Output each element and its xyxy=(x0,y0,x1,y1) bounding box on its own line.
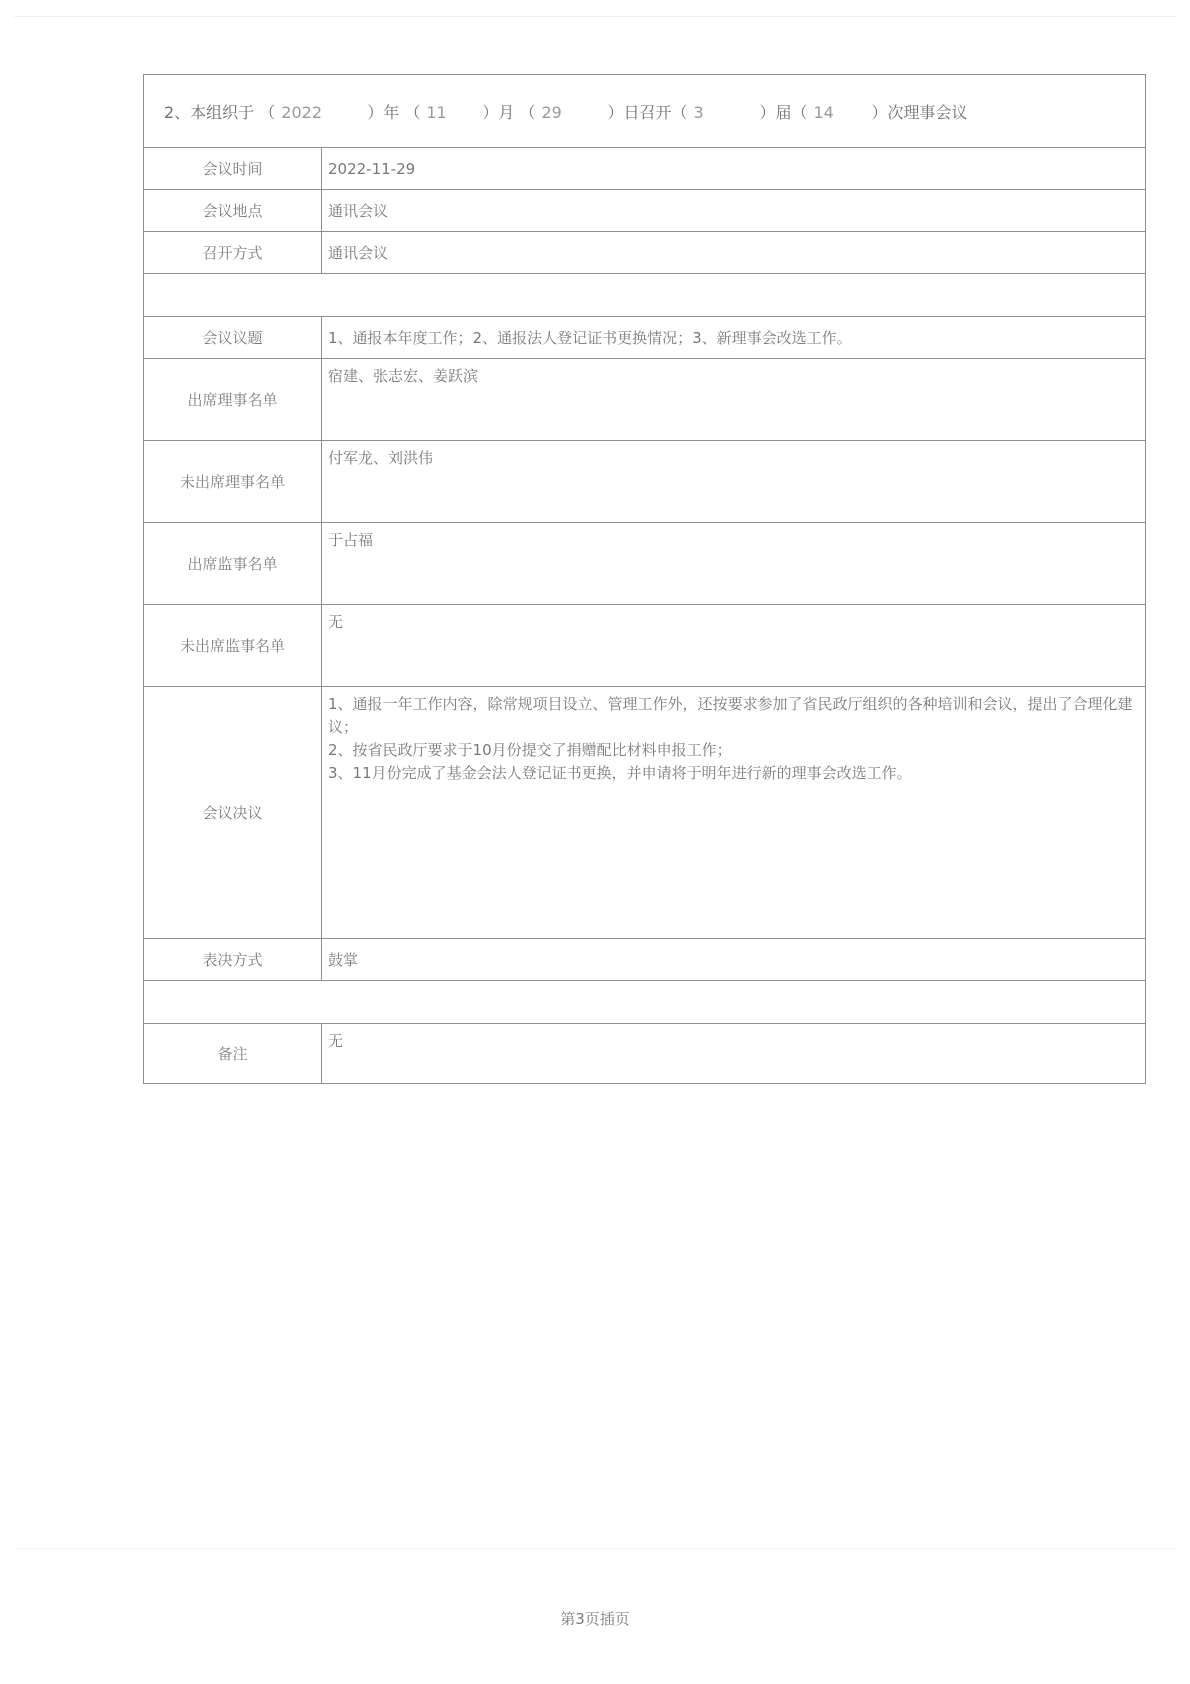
meeting-time-label: 会议时间 xyxy=(144,148,322,190)
absent-directors-label: 未出席理事名单 xyxy=(144,441,322,523)
header-row xyxy=(144,75,1146,148)
meeting-time-value: 2022-11-29 xyxy=(322,148,1146,190)
vote-method-label: 表决方式 xyxy=(144,939,322,981)
meeting-place-value: 通讯会议 xyxy=(322,190,1146,232)
header-month: 11 xyxy=(426,102,447,122)
meeting-record-table xyxy=(143,74,1146,1084)
resolution-line-3: 3、11月份完成了基金会法人登记证书更换，并申请将于明年进行新的理事会改选工作。 xyxy=(328,764,912,782)
resolution-label: 会议决议 xyxy=(144,687,322,939)
resolution-line-2: 2、按省民政厅要求于10月份提交了捐赠配比材料申报工作； xyxy=(328,741,732,759)
row-remark xyxy=(144,1024,1146,1084)
absent-supervisors-value: 无 xyxy=(322,605,1146,687)
header-number-suffix: ）次理事会议 xyxy=(871,102,968,122)
header-session-suffix: ）届（ xyxy=(759,102,808,122)
meeting-method-value: 通讯会议 xyxy=(322,232,1146,274)
meeting-topic-value: 1、通报本年度工作；2、通报法人登记证书更换情况；3、新理事会改选工作。 xyxy=(322,317,1146,359)
attending-directors-value: 宿建、张志宏、姜跃滨 xyxy=(322,359,1146,441)
row-absent-supervisors xyxy=(144,605,1146,687)
header-day-suffix: ）日召开（ xyxy=(607,102,688,122)
header-number: 14 xyxy=(813,102,834,122)
vote-method-value: 鼓掌 xyxy=(322,939,1146,981)
absent-supervisors-label: 未出席监事名单 xyxy=(144,605,322,687)
page-footer: 第3页插页 xyxy=(560,1610,630,1628)
row-resolution xyxy=(144,687,1146,939)
meeting-header xyxy=(144,75,1146,148)
attending-supervisors-value: 于占福 xyxy=(322,523,1146,605)
row-attending-supervisors xyxy=(144,523,1146,605)
resolution-value xyxy=(322,687,1146,939)
resolution-line-1: 1、通报一年工作内容，除常规项目设立、管理工作外，还按要求参加了省民政厅组织的各种培训和会议，提出了合理化建议； xyxy=(328,695,1133,736)
row-vote-method xyxy=(144,939,1146,981)
meeting-method-label: 召开方式 xyxy=(144,232,322,274)
header-year: 2022 xyxy=(281,102,322,122)
remark-value: 无 xyxy=(322,1024,1146,1084)
attending-directors-label: 出席理事名单 xyxy=(144,359,322,441)
meeting-place-label: 会议地点 xyxy=(144,190,322,232)
row-meeting-time xyxy=(144,148,1146,190)
attending-supervisors-label: 出席监事名单 xyxy=(144,523,322,605)
header-prefix: 2、本组织于 （ xyxy=(164,102,276,122)
scan-bottom-edge xyxy=(14,1548,1176,1549)
row-meeting-place xyxy=(144,190,1146,232)
scan-top-edge xyxy=(14,16,1176,17)
absent-directors-value: 付军龙、刘洪伟 xyxy=(322,441,1146,523)
header-session: 3 xyxy=(693,102,704,122)
meeting-topic-label: 会议议题 xyxy=(144,317,322,359)
section-divider-row-2 xyxy=(144,981,1146,1024)
remark-label: 备注 xyxy=(144,1024,322,1084)
section-divider-2 xyxy=(144,981,1146,1024)
header-month-suffix: ）月 （ xyxy=(482,102,536,122)
row-meeting-topic xyxy=(144,317,1146,359)
row-absent-directors xyxy=(144,441,1146,523)
header-year-suffix: ）年 （ xyxy=(367,102,421,122)
section-divider-row-1 xyxy=(144,274,1146,317)
row-attending-directors xyxy=(144,359,1146,441)
meeting-record-table-wrapper xyxy=(143,74,1145,1084)
section-divider-1 xyxy=(144,274,1146,317)
header-day: 29 xyxy=(541,102,562,122)
row-meeting-method xyxy=(144,232,1146,274)
